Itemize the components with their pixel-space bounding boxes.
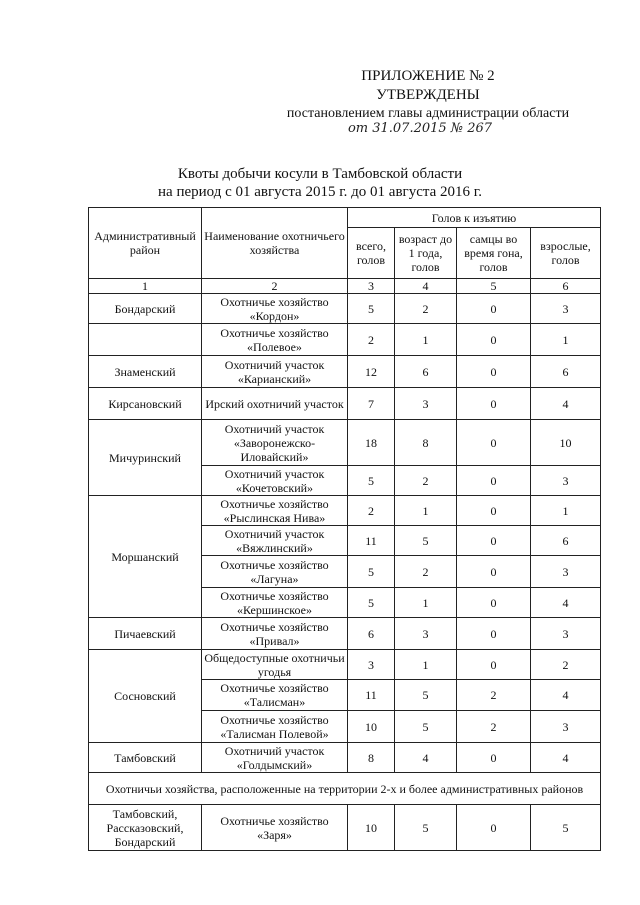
farm-cell: Охотничий участок «Голдымский» bbox=[202, 743, 348, 773]
females-cell: 0 bbox=[457, 556, 531, 588]
age-cell: 1 bbox=[395, 496, 457, 526]
farm-cell: Охотничье хозяйство «Полевое» bbox=[202, 324, 348, 356]
age-cell: 4 bbox=[395, 743, 457, 773]
adults-cell: 4 bbox=[531, 743, 601, 773]
table-row bbox=[89, 496, 601, 526]
total-cell: 5 bbox=[348, 588, 395, 618]
farm-cell: Охотничье хозяйство «Кордон» bbox=[202, 294, 348, 324]
females-cell: 0 bbox=[457, 743, 531, 773]
col-number: 3 bbox=[348, 279, 395, 294]
age-cell: 1 bbox=[395, 324, 457, 356]
adults-cell: 4 bbox=[531, 388, 601, 420]
total-cell: 18 bbox=[348, 420, 395, 466]
total-cell: 6 bbox=[348, 618, 395, 650]
age-cell: 3 bbox=[395, 388, 457, 420]
section-note-row bbox=[89, 773, 601, 805]
adults-cell: 1 bbox=[531, 496, 601, 526]
col-number: 4 bbox=[395, 279, 457, 294]
age-cell: 8 bbox=[395, 420, 457, 466]
table-row bbox=[89, 650, 601, 680]
females-cell: 0 bbox=[457, 805, 531, 851]
age-cell: 1 bbox=[395, 650, 457, 680]
age-cell: 5 bbox=[395, 680, 457, 711]
total-cell: 7 bbox=[348, 388, 395, 420]
farm-cell: Охотничье хозяйство «Талисман Полевой» bbox=[202, 711, 348, 743]
header-farm: Наименование охотничьего хозяйства bbox=[202, 208, 348, 279]
adults-cell: 4 bbox=[531, 588, 601, 618]
district-cell: Тамбовский, Рассказовский, Бондарский bbox=[89, 805, 202, 851]
age-cell: 2 bbox=[395, 466, 457, 496]
females-cell: 0 bbox=[457, 588, 531, 618]
farm-cell: Общедоступные охотничьи угодья bbox=[202, 650, 348, 680]
header-row bbox=[89, 208, 601, 228]
age-cell: 2 bbox=[395, 556, 457, 588]
total-cell: 10 bbox=[348, 805, 395, 851]
header-females: самцы во время гона, голов bbox=[457, 228, 531, 279]
total-cell: 2 bbox=[348, 324, 395, 356]
table-row bbox=[89, 388, 601, 420]
adults-cell: 6 bbox=[531, 356, 601, 388]
table-row bbox=[89, 618, 601, 650]
females-cell: 0 bbox=[457, 324, 531, 356]
farm-cell: Охотничье хозяйство «Привал» bbox=[202, 618, 348, 650]
adults-cell: 2 bbox=[531, 650, 601, 680]
district-cell: Моршанский bbox=[89, 496, 202, 618]
col-number: 6 bbox=[531, 279, 601, 294]
table-row bbox=[89, 743, 601, 773]
approved-label: УТВЕРЖДЕНЫ bbox=[376, 87, 480, 103]
table-row bbox=[89, 294, 601, 324]
adults-cell: 4 bbox=[531, 680, 601, 711]
age-cell: 5 bbox=[395, 526, 457, 556]
farm-cell: Охотничье хозяйство «Талисман» bbox=[202, 680, 348, 711]
adults-cell: 5 bbox=[531, 805, 601, 851]
header-adults: взрослые, голов bbox=[531, 228, 601, 279]
farm-cell: Охотничье хозяйство «Кершинское» bbox=[202, 588, 348, 618]
females-cell: 0 bbox=[457, 294, 531, 324]
total-cell: 5 bbox=[348, 466, 395, 496]
age-cell: 5 bbox=[395, 805, 457, 851]
farm-cell: Ирский охотничий участок bbox=[202, 388, 348, 420]
females-cell: 0 bbox=[457, 388, 531, 420]
age-cell: 3 bbox=[395, 618, 457, 650]
appendix-label: ПРИЛОЖЕНИЕ № 2 bbox=[361, 68, 495, 84]
table-row bbox=[89, 324, 601, 356]
district-cell: Знаменский bbox=[89, 356, 202, 388]
col-number: 5 bbox=[457, 279, 531, 294]
females-cell: 2 bbox=[457, 711, 531, 743]
age-cell: 5 bbox=[395, 711, 457, 743]
adults-cell: 1 bbox=[531, 324, 601, 356]
age-cell: 1 bbox=[395, 588, 457, 618]
district-cell-empty bbox=[89, 324, 202, 356]
total-cell: 5 bbox=[348, 294, 395, 324]
adults-cell: 3 bbox=[531, 711, 601, 743]
adults-cell: 3 bbox=[531, 618, 601, 650]
farm-cell: Охотничий участок «Вяжлинский» bbox=[202, 526, 348, 556]
females-cell: 0 bbox=[457, 496, 531, 526]
females-cell: 0 bbox=[457, 356, 531, 388]
adults-cell: 3 bbox=[531, 556, 601, 588]
females-cell: 0 bbox=[457, 420, 531, 466]
adults-cell: 6 bbox=[531, 526, 601, 556]
females-cell: 0 bbox=[457, 650, 531, 680]
adults-cell: 3 bbox=[531, 466, 601, 496]
district-cell: Бондарский bbox=[89, 294, 202, 324]
total-cell: 3 bbox=[348, 650, 395, 680]
total-cell: 12 bbox=[348, 356, 395, 388]
farm-cell: Охотничье хозяйство «Заря» bbox=[202, 805, 348, 851]
district-cell: Сосновский bbox=[89, 650, 202, 743]
district-cell: Мичуринский bbox=[89, 420, 202, 496]
col-number: 2 bbox=[202, 279, 348, 294]
decree-line: постановлением главы администрации области bbox=[286, 106, 570, 121]
quota-table bbox=[88, 207, 601, 851]
handwritten-date-number: от 31.07.2015 № 267 bbox=[347, 121, 493, 136]
adults-cell: 10 bbox=[531, 420, 601, 466]
total-cell: 10 bbox=[348, 711, 395, 743]
age-cell: 2 bbox=[395, 294, 457, 324]
header-total: всего, голов bbox=[348, 228, 395, 279]
total-cell: 5 bbox=[348, 556, 395, 588]
farm-cell: Охотничье хозяйство «Лагуна» bbox=[202, 556, 348, 588]
females-cell: 2 bbox=[457, 680, 531, 711]
total-cell: 8 bbox=[348, 743, 395, 773]
section-note: Охотничьи хозяйства, расположенные на территории 2-х и более административных районов bbox=[89, 773, 601, 805]
farm-cell: Охотничий участок «Кочетовский» bbox=[202, 466, 348, 496]
age-cell: 6 bbox=[395, 356, 457, 388]
total-cell: 2 bbox=[348, 496, 395, 526]
header-heads: Голов к изъятию bbox=[348, 208, 601, 228]
females-cell: 0 bbox=[457, 466, 531, 496]
header-district: Административный район bbox=[89, 208, 202, 279]
table-row bbox=[89, 805, 601, 851]
column-number-row bbox=[89, 279, 601, 294]
females-cell: 0 bbox=[457, 526, 531, 556]
col-number: 1 bbox=[89, 279, 202, 294]
document-title: Квоты добычи косули в Тамбовской области bbox=[177, 166, 463, 182]
total-cell: 11 bbox=[348, 680, 395, 711]
district-cell: Пичаевский bbox=[89, 618, 202, 650]
farm-cell: Охотничий участок «Заворонежско-Иловайский» bbox=[202, 420, 348, 466]
table-row bbox=[89, 420, 601, 466]
total-cell: 11 bbox=[348, 526, 395, 556]
adults-cell: 3 bbox=[531, 294, 601, 324]
document-period: на период с 01 августа 2015 г. до 01 августа 2016 г. bbox=[158, 184, 482, 200]
farm-cell: Охотничье хозяйство «Рыслинская Нива» bbox=[202, 496, 348, 526]
district-cell: Тамбовский bbox=[89, 743, 202, 773]
header-age: возраст до 1 года, голов bbox=[395, 228, 457, 279]
females-cell: 0 bbox=[457, 618, 531, 650]
district-cell: Кирсановский bbox=[89, 388, 202, 420]
farm-cell: Охотничий участок «Карианский» bbox=[202, 356, 348, 388]
table-row bbox=[89, 356, 601, 388]
